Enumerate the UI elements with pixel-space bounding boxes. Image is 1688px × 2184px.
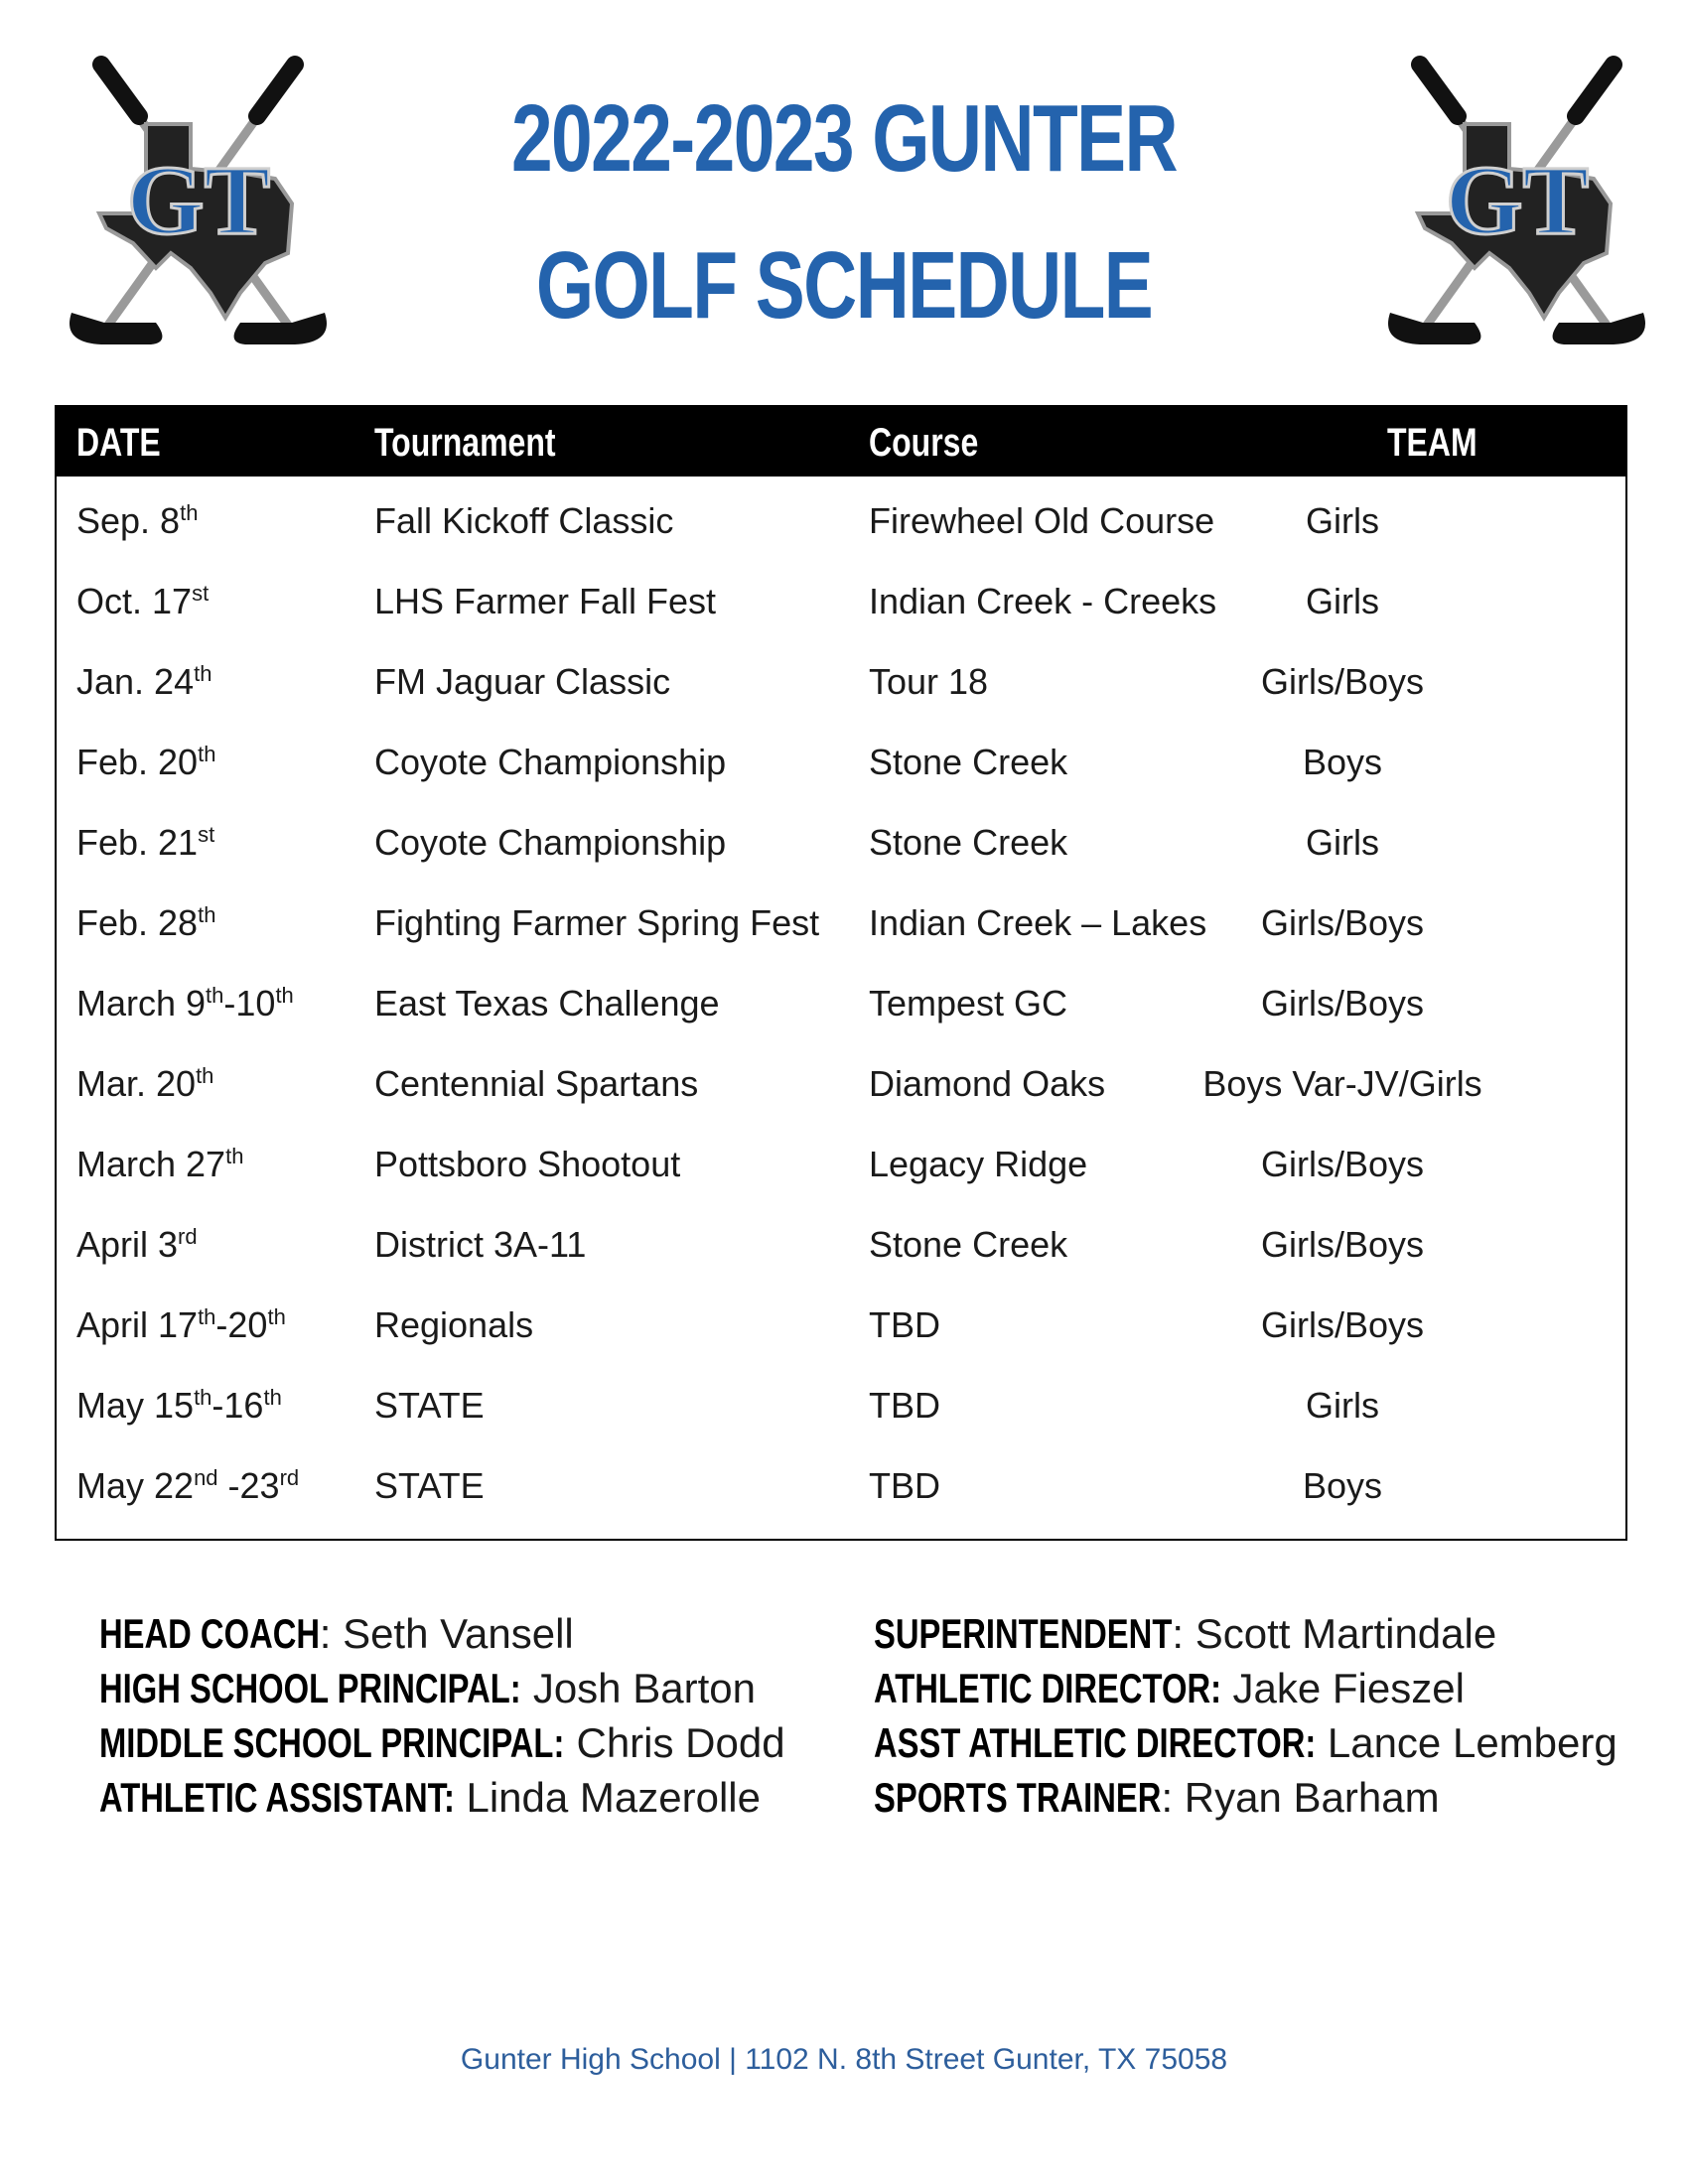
row-tournament: District 3A-11	[374, 1224, 587, 1265]
staff-line	[874, 1661, 1618, 1715]
row-course: Indian Creek – Lakes	[869, 902, 1207, 943]
row-tournament: STATE	[374, 1385, 485, 1426]
staff-role: SUPERINTENDENT	[874, 1610, 1173, 1657]
table-row	[57, 561, 1625, 641]
staff-role: HIGH SCHOOL PRINCIPAL:	[99, 1665, 521, 1711]
staff-line	[99, 1606, 785, 1661]
staff-separator	[565, 1719, 577, 1766]
row-date: Feb. 20th	[76, 742, 216, 782]
row-tournament: Fighting Farmer Spring Fest	[374, 902, 820, 943]
row-team: Girls	[1306, 581, 1379, 621]
table-row	[57, 883, 1625, 963]
column-header-course: Course	[869, 421, 979, 465]
table-row	[57, 480, 1625, 561]
row-date: Jan. 24th	[76, 661, 212, 702]
row-date: Mar. 20th	[76, 1063, 214, 1104]
row-team: Girls/Boys	[1260, 661, 1425, 702]
staff-line	[874, 1606, 1618, 1661]
row-course: Tempest GC	[869, 983, 1068, 1024]
row-tournament: STATE	[374, 1465, 485, 1506]
row-date: Feb. 28th	[76, 902, 216, 943]
staff-name: Seth Vansell	[343, 1610, 574, 1657]
row-course: Tour 18	[869, 661, 989, 702]
row-tournament: East Texas Challenge	[374, 983, 720, 1024]
row-team: Girls/Boys	[1260, 1224, 1425, 1265]
row-team: Girls	[1306, 822, 1379, 863]
row-date: April 3rd	[76, 1224, 198, 1265]
schedule-table	[55, 405, 1627, 1541]
row-date: Oct. 17st	[76, 581, 210, 621]
table-row	[57, 1204, 1625, 1285]
row-team: Boys	[1302, 742, 1383, 782]
staff-line	[99, 1715, 785, 1770]
row-tournament: Fall Kickoff Classic	[374, 500, 674, 541]
staff-role: ATHLETIC DIRECTOR:	[874, 1665, 1222, 1711]
table-row	[57, 722, 1625, 802]
staff-name: Jake Fieszel	[1232, 1665, 1465, 1711]
row-team: Girls	[1306, 500, 1379, 541]
table-row	[57, 1043, 1625, 1124]
row-course: TBD	[869, 1304, 940, 1345]
column-header-team: TEAM	[1387, 421, 1477, 465]
row-date: Sep. 8th	[76, 500, 199, 541]
row-course: Indian Creek - Creeks	[869, 581, 1217, 621]
row-course: Stone Creek	[869, 1224, 1068, 1265]
table-row	[57, 1124, 1625, 1204]
row-tournament: Coyote Championship	[374, 822, 727, 863]
table-row	[57, 963, 1625, 1043]
column-header-tournament: Tournament	[374, 421, 556, 465]
staff-role: MIDDLE SCHOOL PRINCIPAL:	[99, 1719, 565, 1766]
footer-address: Gunter High School | 1102 N. 8th Street Gunter, TX 75058	[460, 2043, 1228, 2076]
staff-list-left	[99, 1606, 785, 1825]
staff-name: Lance Lemberg	[1327, 1719, 1618, 1766]
row-course: Diamond Oaks	[869, 1063, 1106, 1104]
row-date: May 15th-16th	[76, 1385, 282, 1426]
logo-monogram: GT	[1445, 145, 1590, 255]
row-team: Girls/Boys	[1260, 902, 1425, 943]
gunter-logo-right	[1380, 55, 1653, 352]
row-team: Girls	[1306, 1385, 1379, 1426]
table-header	[57, 407, 1625, 477]
staff-name: Linda Mazerolle	[466, 1774, 761, 1821]
row-date: March 27th	[76, 1144, 244, 1184]
staff-separator	[455, 1774, 467, 1821]
staff-separator	[1221, 1665, 1233, 1711]
staff-name: Josh Barton	[532, 1665, 756, 1711]
row-tournament: Coyote Championship	[374, 742, 727, 782]
row-course: Legacy Ridge	[869, 1144, 1088, 1184]
staff-line	[874, 1715, 1618, 1770]
row-team: Girls/Boys	[1260, 983, 1425, 1024]
row-tournament: LHS Farmer Fall Fest	[374, 581, 717, 621]
staff-role: HEAD COACH	[99, 1610, 321, 1657]
row-team: Girls/Boys	[1260, 1144, 1425, 1184]
row-team: Girls/Boys	[1260, 1304, 1425, 1345]
table-row	[57, 1365, 1625, 1445]
row-team: Boys Var-JV/Girls	[1202, 1063, 1482, 1104]
staff-separator	[521, 1665, 533, 1711]
gunter-logo-left	[62, 55, 335, 352]
row-team: Boys	[1302, 1465, 1383, 1506]
staff-line	[99, 1770, 785, 1825]
table-row	[57, 802, 1625, 883]
row-course: Stone Creek	[869, 822, 1068, 863]
staff-list-right	[874, 1606, 1618, 1825]
row-tournament: Regionals	[374, 1304, 534, 1345]
page-title-line1: 2022-2023 GUNTER	[510, 85, 1178, 192]
row-date: May 22nd -23rd	[76, 1465, 300, 1506]
staff-role: ATHLETIC ASSISTANT:	[99, 1774, 455, 1821]
staff-name: Chris Dodd	[576, 1719, 785, 1766]
staff-separator: :	[1161, 1774, 1185, 1821]
staff-line	[99, 1661, 785, 1715]
staff-separator	[1316, 1719, 1328, 1766]
row-tournament: Pottsboro Shootout	[374, 1144, 681, 1184]
row-course: Firewheel Old Course	[869, 500, 1215, 541]
staff-name: Scott Martindale	[1195, 1610, 1497, 1657]
table-row	[57, 1285, 1625, 1365]
row-tournament: FM Jaguar Classic	[374, 661, 671, 702]
staff-role: SPORTS TRAINER	[874, 1774, 1162, 1821]
staff-name: Ryan Barham	[1184, 1774, 1440, 1821]
row-date: March 9th-10th	[76, 983, 294, 1024]
staff-role: ASST ATHLETIC DIRECTOR:	[874, 1719, 1317, 1766]
staff-separator: :	[319, 1610, 344, 1657]
table-row	[57, 641, 1625, 722]
row-date: April 17th-20th	[76, 1304, 286, 1345]
staff-separator: :	[1172, 1610, 1196, 1657]
column-header-date: DATE	[76, 421, 161, 465]
row-course: Stone Creek	[869, 742, 1068, 782]
table-row	[57, 1445, 1625, 1526]
staff-line	[874, 1770, 1618, 1825]
row-date: Feb. 21st	[76, 822, 215, 863]
row-tournament: Centennial Spartans	[374, 1063, 699, 1104]
row-course: TBD	[869, 1385, 940, 1426]
row-course: TBD	[869, 1465, 940, 1506]
logo-monogram: GT	[126, 145, 271, 255]
page-title-line2: GOLF SCHEDULE	[535, 232, 1153, 339]
